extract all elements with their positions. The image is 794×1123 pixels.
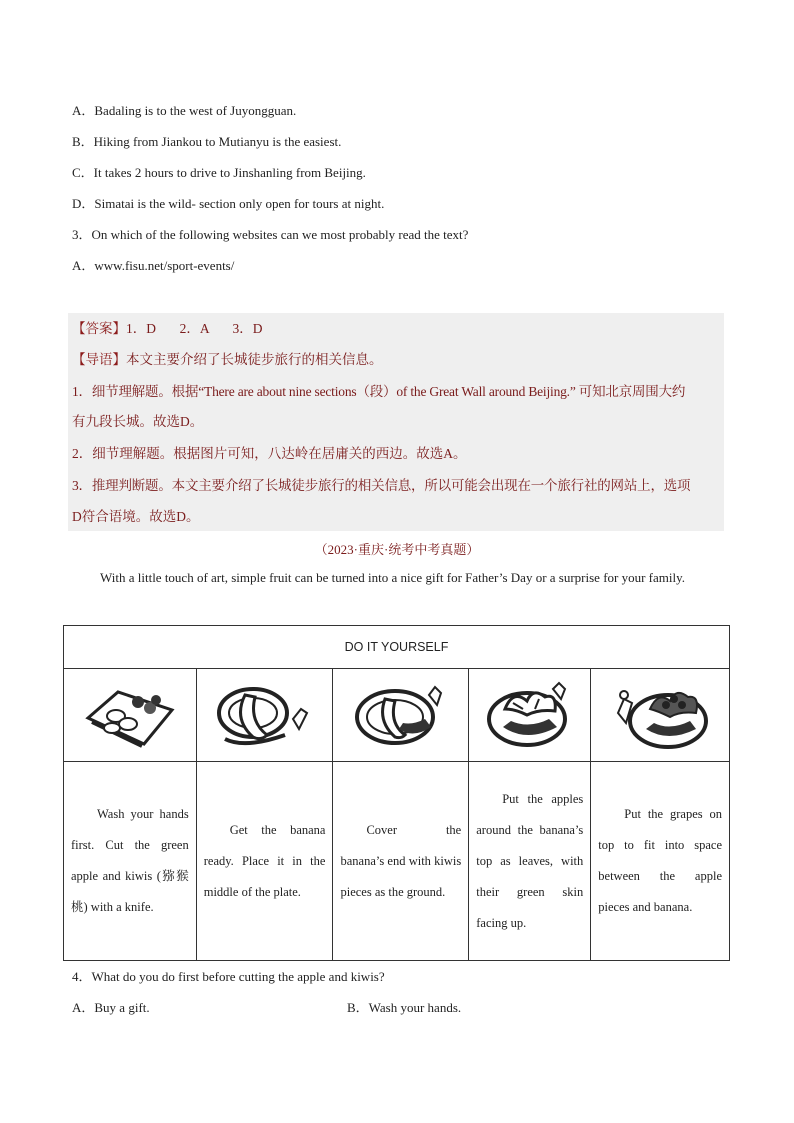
guide-line bbox=[72, 351, 383, 368]
step-4: Put the apples around the banana’s top as leaves, with their green skin facing up. bbox=[469, 762, 591, 961]
q3-option-a: A．www.fisu.net/sport-events/ bbox=[72, 258, 235, 273]
step-2: Get the banana ready. Place it in the middle of the plate. bbox=[196, 762, 333, 961]
guide-text: 本文主要介绍了长城徒步旅行的相关信息。 bbox=[126, 352, 383, 367]
image-cell-1 bbox=[64, 669, 197, 762]
question-3: 3．On which of the following websites can we most probably read the text? bbox=[72, 227, 469, 242]
q4-option-b: B．Wash your hands. bbox=[347, 1000, 462, 1015]
step-3: Cover the banana’s end with kiwis pieces as the ground. bbox=[333, 762, 469, 961]
table-title: DO IT YOURSELF bbox=[64, 626, 730, 669]
sliced-fruit-plate-icon bbox=[82, 680, 178, 750]
explain-line-1: 1．细节理解题。根据“There are about nine sections（段）of the Great Wall around Beijing.” 可知北京周围大约 bbox=[72, 384, 686, 399]
explain-line-3: 2．细节理解题。根据图片可知，八达岭在居庸关的西边。故选A。 bbox=[72, 446, 467, 461]
answer-label: 【答案】 bbox=[72, 321, 126, 336]
banana-on-plate-icon bbox=[215, 679, 315, 751]
explain-line-5: D符合语境。故选D。 bbox=[72, 509, 200, 524]
explain-line-4: 3．推理判断题。本文主要介绍了长城徒步旅行的相关信息，所以可能会出现在一个旅行社的网站上，选项 bbox=[72, 478, 691, 493]
source-label: （2023·重庆·统考中考真题） bbox=[314, 542, 480, 557]
answer-line bbox=[72, 320, 263, 337]
apple-leaves-plate-icon bbox=[483, 679, 577, 751]
diy-table bbox=[63, 625, 730, 961]
grapes-plate-icon bbox=[610, 679, 710, 751]
image-cell-3 bbox=[333, 669, 469, 762]
option-b: B．Hiking from Jiankou to Mutianyu is the easiest. bbox=[72, 134, 342, 149]
step-5: Put the grapes on top to fit into space between the apple pieces and banana. bbox=[591, 762, 730, 961]
explain-line-2: 有九段长城。故选D。 bbox=[72, 414, 204, 429]
intro-paragraph: With a little touch of art, simple fruit can be turned into a nice gift for Father’s Day or a surprise for your family. bbox=[100, 570, 686, 585]
image-cell-4 bbox=[469, 669, 591, 762]
step-1: Wash your hands first. Cut the green apple and kiwis (猕猴桃) with a knife. bbox=[64, 762, 197, 961]
q4-option-a: A．Buy a gift. bbox=[72, 1000, 150, 1015]
image-cell-2 bbox=[196, 669, 333, 762]
option-d: D．Simatai is the wild- section only open for tours at night. bbox=[72, 196, 385, 211]
option-a: A．Badaling is to the west of Juyongguan. bbox=[72, 103, 297, 118]
question-4: 4．What do you do first before cutting the apple and kiwis? bbox=[72, 969, 385, 984]
option-c: C．It takes 2 hours to drive to Jinshanling from Beijing. bbox=[72, 165, 366, 180]
banana-kiwi-plate-icon bbox=[351, 679, 451, 751]
answer-text: 1．D 2．A 3．D bbox=[126, 321, 263, 336]
image-cell-5 bbox=[591, 669, 730, 762]
guide-label: 【导语】 bbox=[72, 352, 126, 367]
